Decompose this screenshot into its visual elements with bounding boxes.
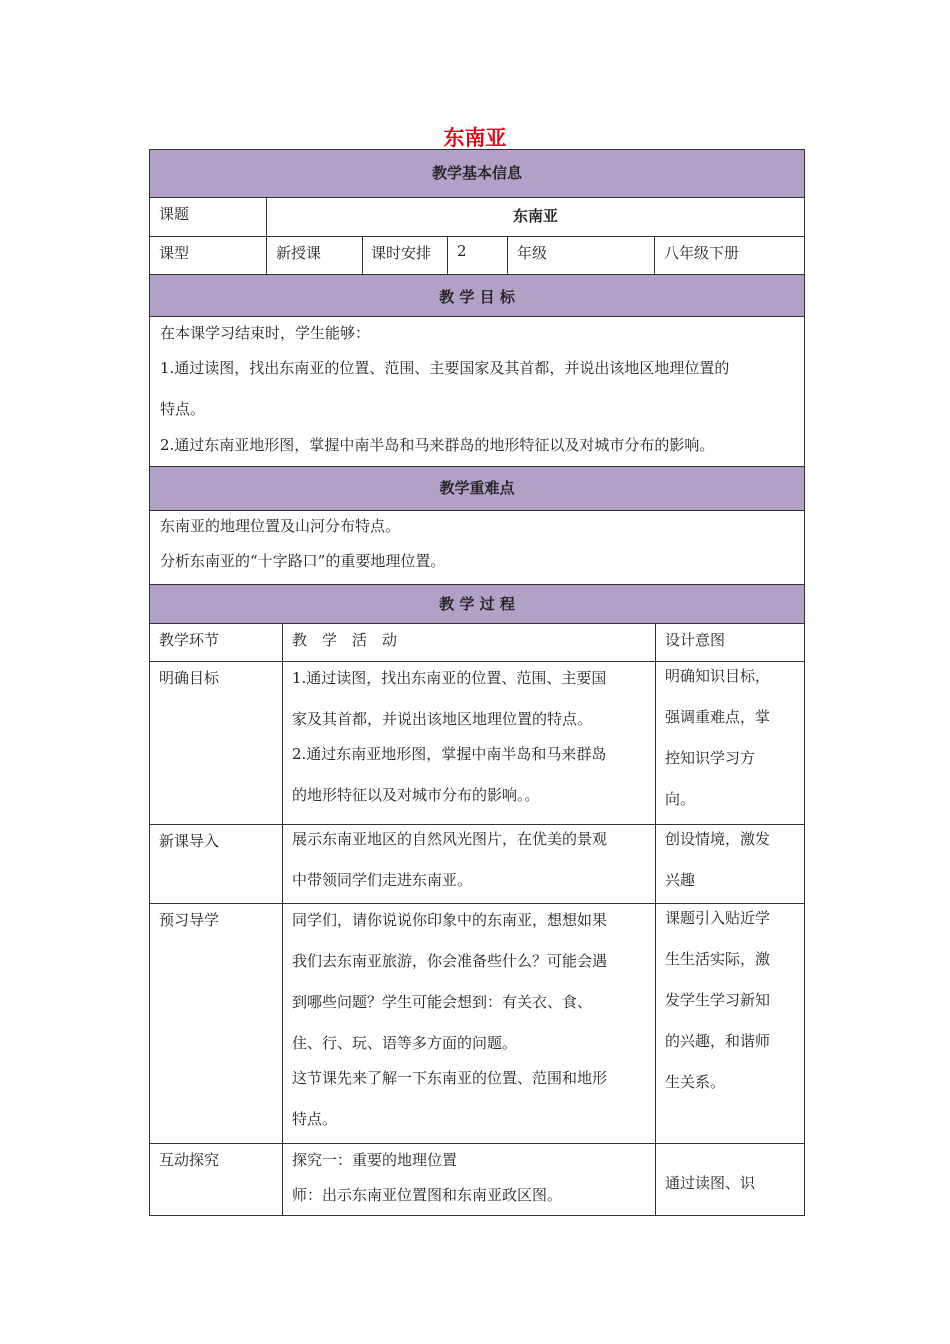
key-points-content (150, 511, 804, 585)
intent-line: 强调重难点，掌 (665, 708, 771, 726)
hours-label: 课时安排 (371, 244, 432, 262)
grade-value: 八年级下册 (664, 244, 740, 262)
document-title: 东南亚 (443, 126, 507, 150)
intent-line: 的兴趣，和谐师 (665, 1032, 771, 1050)
grade-value-cell (655, 237, 804, 274)
activity-line: 到哪些问题？学生可能会想到：有关衣、食、 (292, 993, 593, 1011)
objective-item-1-line-1: 1.通过读图，找出东南亚的位置、范围、主要国家及其首都，并说出该地区地理位置的 (160, 359, 730, 377)
type-value-cell (267, 237, 363, 274)
intent-line: 明确知识目标， (665, 667, 771, 685)
objectives-intro: 在本课学习结束时，学生能够： (160, 324, 371, 342)
objective-item-1-line-2: 特点。 (160, 400, 206, 418)
topic-value: 东南亚 (512, 207, 558, 225)
activity-cell (283, 1144, 656, 1216)
activity-line: 住、行、玩、语等多方面的问题。 (292, 1034, 518, 1052)
process-header-row (150, 585, 804, 624)
activity-cell (283, 825, 656, 903)
objective-item-2: 2.通过东南亚地形图，掌握中南半岛和马来群岛的地形特征以及对城市分布的影响。 (160, 436, 715, 454)
activity-cell (283, 904, 656, 1143)
type-value: 新授课 (276, 244, 322, 262)
activity-cell (283, 662, 656, 824)
intent-cell (656, 904, 804, 1143)
key-point-1: 东南亚的地理位置及山河分布特点。 (160, 517, 401, 535)
stage-label: 明确目标 (159, 669, 220, 687)
intent-line: 发学生学习新知 (665, 991, 771, 1009)
activity-line: 2.通过东南亚地形图，掌握中南半岛和马来群岛 (292, 745, 607, 763)
stage-label: 互动探究 (159, 1151, 220, 1169)
activity-line: 的地形特征以及对城市分布的影响。。 (292, 786, 540, 804)
intent-line: 兴趣 (665, 871, 696, 889)
activity-line: 探究一：重要的地理位置 (292, 1151, 458, 1169)
activity-column-header: 教 学 活 动 (292, 631, 398, 649)
stage-cell (150, 1144, 283, 1216)
topic-value-cell (267, 198, 804, 236)
activity-header-cell (283, 624, 656, 661)
process-row (150, 825, 804, 904)
lesson-plan-table (149, 149, 805, 1216)
process-row (150, 904, 804, 1144)
key-points-header-row (150, 467, 804, 511)
type-row (150, 237, 804, 275)
basic-info-header: 教学基本信息 (431, 164, 522, 182)
topic-row (150, 198, 804, 237)
stage-label: 预习导学 (159, 911, 220, 929)
intent-line: 创设情境，激发 (665, 830, 771, 848)
activity-line: 特点。 (292, 1110, 338, 1128)
activity-line: 1.通过读图，找出东南亚的位置、范围、主要国 (292, 669, 607, 687)
intent-line: 控知识学习方 (665, 749, 756, 767)
intent-line: 通过读图、识 (665, 1174, 756, 1192)
process-header: 教 学 过 程 (439, 595, 515, 613)
stage-column-header: 教学环节 (159, 631, 220, 649)
intent-line: 向。 (665, 790, 696, 808)
type-label: 课型 (159, 244, 190, 262)
stage-header-cell (150, 624, 283, 661)
key-point-2: 分析东南亚的“十字路口”的重要地理位置。 (160, 552, 446, 570)
hours-label-cell (363, 237, 448, 274)
stage-cell (150, 662, 283, 824)
objectives-content (150, 317, 804, 467)
activity-line: 我们去东南亚旅游，你会准备些什么？可能会遇 (292, 952, 608, 970)
activity-line: 家及其首都，并说出该地区地理位置的特点。 (292, 710, 593, 728)
activity-line: 展示东南亚地区的自然风光图片，在优美的景观 (292, 830, 608, 848)
intent-line: 生关系。 (665, 1073, 726, 1091)
objectives-header-row (150, 275, 804, 317)
activity-line: 中带领同学们走进东南亚。 (292, 871, 473, 889)
type-label-cell (150, 237, 267, 274)
hours-value: 2 (457, 242, 467, 260)
intent-cell (656, 825, 804, 903)
activity-line: 师：出示东南亚位置图和东南亚政区图。 (292, 1186, 563, 1204)
stage-label: 新课导入 (159, 832, 220, 850)
process-row (150, 662, 804, 825)
stage-cell (150, 825, 283, 903)
activity-line: 这节课先来了解一下东南亚的位置、范围和地形 (292, 1069, 608, 1087)
objectives-header: 教 学 目 标 (439, 288, 515, 306)
topic-label: 课题 (159, 205, 190, 223)
stage-cell (150, 904, 283, 1143)
key-points-header: 教学重难点 (439, 479, 515, 497)
activity-line: 同学们，请你说说你印象中的东南亚，想想如果 (292, 911, 608, 929)
intent-cell (656, 1144, 804, 1216)
grade-label: 年级 (517, 244, 548, 262)
intent-column-header: 设计意图 (665, 631, 726, 649)
basic-info-header-row (150, 150, 804, 198)
hours-value-cell (448, 237, 508, 274)
topic-label-cell (150, 198, 267, 236)
intent-line: 课题引入贴近学 (665, 909, 771, 927)
intent-line: 生生活实际，激 (665, 950, 771, 968)
process-row (150, 1144, 804, 1216)
intent-cell (656, 662, 804, 824)
grade-label-cell (508, 237, 655, 274)
